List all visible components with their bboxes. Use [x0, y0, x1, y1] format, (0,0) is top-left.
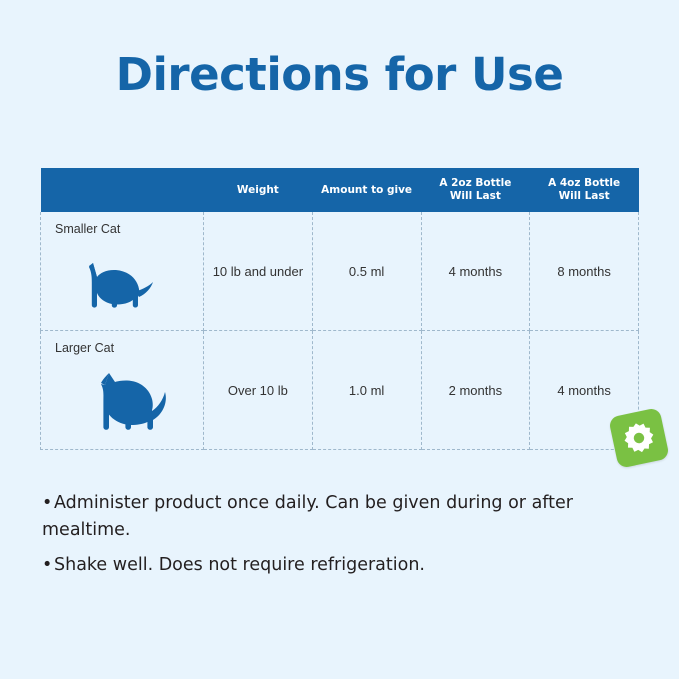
table-header-row: [41, 168, 639, 212]
bullet-marker: •: [42, 555, 53, 576]
cat-standing-icon: [75, 371, 202, 436]
table-header-cell-blank: [41, 168, 204, 212]
cell-value: Over 10 lb: [227, 382, 288, 398]
table-header-cell-4oz: [530, 168, 639, 212]
table-header-cell-2oz: [421, 168, 530, 212]
table-row: [41, 331, 639, 450]
cell-value: 10 lb and under: [212, 263, 304, 279]
note-text: Shake well. Does not require refrigeration.: [54, 555, 425, 576]
cell-amount: [312, 331, 421, 450]
cat-sitting-icon: [75, 255, 202, 314]
cell-value: 8 months: [557, 263, 611, 279]
table-header-cell-weight: [204, 168, 313, 212]
dosage-table-container: [40, 168, 639, 450]
cell-2oz-duration: [421, 331, 530, 450]
header-line-1: Weight: [236, 183, 279, 196]
leaf-gear-icon: [608, 407, 670, 469]
cell-amount: [312, 212, 421, 331]
header-line-2: Will Last: [558, 190, 610, 203]
cell-weight: [204, 331, 313, 450]
row-label: Larger Cat: [55, 341, 115, 356]
table-body: [41, 212, 639, 450]
cell-value: 0.5 ml: [348, 263, 385, 279]
table-row: [41, 212, 639, 331]
row-label: Smaller Cat: [55, 222, 121, 237]
cell-2oz-duration: [421, 212, 530, 331]
cell-value: 2 months: [448, 382, 503, 398]
cell-value: 4 months: [448, 263, 503, 279]
table-header: [41, 168, 639, 212]
cell-value: 1.0 ml: [348, 382, 385, 398]
row-label-cell-larger-cat: [41, 331, 204, 450]
page-title: Directions for Use: [115, 48, 564, 101]
header-line-1: A 2oz Bottle: [439, 177, 512, 189]
header-line-2: Will Last: [449, 190, 501, 203]
list-item: [42, 490, 642, 544]
row-label-cell-smaller-cat: [41, 212, 204, 331]
cell-4oz-duration: [530, 212, 639, 331]
bullet-marker: •: [42, 493, 53, 513]
dosage-table: [40, 168, 639, 450]
cell-weight: [204, 212, 313, 331]
header-line-1: Amount to give: [321, 183, 413, 196]
list-item: [42, 552, 642, 579]
header-line-1: A 4oz Bottle: [548, 177, 621, 189]
note-text: Administer product once daily. Can be given during or after mealtime.: [42, 493, 573, 541]
notes-list: [42, 490, 642, 587]
table-header-cell-amount: [312, 168, 421, 212]
cell-value: 4 months: [557, 382, 611, 398]
